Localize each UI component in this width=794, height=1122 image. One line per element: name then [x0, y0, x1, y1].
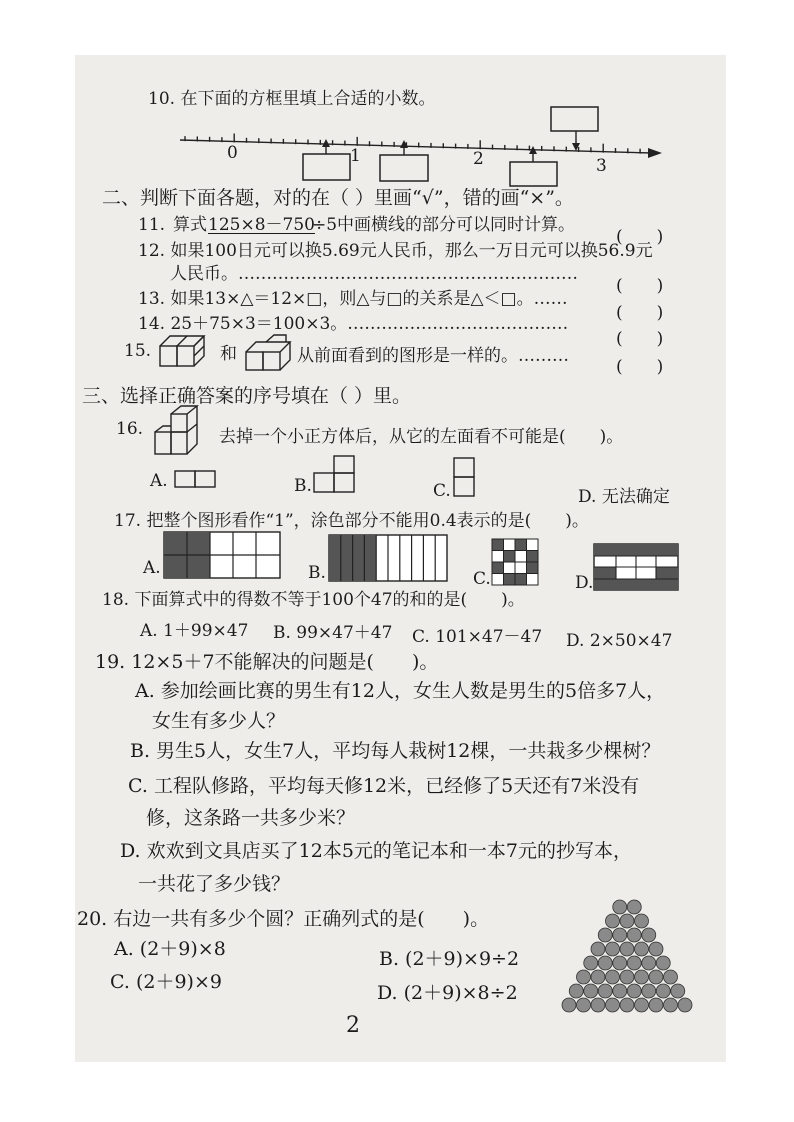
q19-option-b[interactable]: B. 男生5人，女生7人，平均每人栽树12棵，一共栽多少棵树？	[130, 740, 661, 762]
q18-option-c[interactable]: C. 101×47－47	[412, 627, 543, 647]
number-line	[0, 0, 794, 200]
q13-text: 13. 如果13×△＝12×□，则△与□的关系是△＜□。……	[138, 289, 568, 309]
q19-option-a-line1[interactable]: A. 参加绘画比赛的男生有12人，女生人数是男生的5倍多7人，	[135, 680, 666, 702]
q16-text: 去掉一个小正方体后，从它的左面看不可能是( )。	[219, 427, 624, 447]
q16-option-d[interactable]: D. 无法确定	[578, 487, 670, 507]
q17-option-a-label[interactable]: A.	[143, 558, 161, 578]
q20-text: 20. 右边一共有多少个圆？正确列式的是( )。	[77, 908, 490, 930]
q20-option-c[interactable]: C. (2＋9)×9	[110, 971, 222, 993]
answer-box-2	[303, 154, 350, 180]
q19-option-d-line2: 一共花了多少钱？	[138, 873, 291, 895]
q19-option-d-line1[interactable]: D. 欢欢到文具店买了12本5元的笔记本和一本7元的抄写本，	[120, 840, 632, 862]
q15-and: 和	[220, 344, 237, 364]
q15-num: 15.	[124, 341, 152, 361]
q15-cube-figure-1	[158, 332, 214, 370]
q18-option-a[interactable]: A. 1＋99×47	[140, 621, 249, 641]
q12-answer-paren[interactable]: ( )	[616, 276, 664, 296]
q17-option-c-label[interactable]: C.	[473, 569, 491, 589]
q14-text: 14. 25＋75×3＝100×3。…………………………………	[138, 314, 569, 334]
q17-option-d-figure	[593, 543, 679, 591]
q11-answer-paren[interactable]: ( )	[616, 227, 664, 247]
q18-option-d[interactable]: D. 2×50×47	[566, 631, 673, 651]
q20-option-a[interactable]: A. (2＋9)×8	[114, 938, 226, 960]
answer-box-4	[510, 162, 557, 186]
q20-option-b[interactable]: B. (2＋9)×9÷2	[379, 948, 520, 970]
q18-text: 18. 下面算式中的得数不等于100个47的和的是( )。	[102, 590, 525, 610]
page-number: 2	[346, 1013, 360, 1038]
q16-option-c-label[interactable]: C.	[433, 481, 451, 501]
q11-underlined: 125×8－750	[208, 215, 315, 235]
q19-option-c-line2: 修，这条路一共多少米？	[146, 807, 356, 829]
answer-box-3	[380, 155, 428, 181]
q16-option-a-figure	[174, 469, 218, 489]
q16-option-b-label[interactable]: B.	[294, 476, 312, 496]
q19-option-a-line2: 女生有多少人？	[152, 710, 286, 732]
q20-option-d[interactable]: D. (2＋9)×8÷2	[377, 982, 518, 1004]
q19-option-c-line1[interactable]: C. 工程队修路，平均每天修12米，已经修了5天还有7米没有	[128, 775, 640, 797]
q17-option-a-figure	[163, 531, 281, 579]
q16-option-c-figure	[453, 457, 477, 499]
q14-answer-paren[interactable]: ( )	[616, 329, 664, 349]
q17-text: 17. 把整个图形看作“1”，涂色部分不能用0.4表示的是( )。	[114, 511, 589, 531]
q11-pre: 算式	[173, 215, 207, 235]
q16-option-a-label[interactable]: A.	[150, 471, 168, 491]
q16-cube-stack-figure	[153, 404, 209, 460]
q15-rest: 从前面看到的图形是一样的。………	[297, 346, 569, 366]
q11-post: ÷5中画横线的部分可以同时计算。	[312, 215, 576, 235]
q17-option-b-label[interactable]: B.	[308, 563, 326, 583]
q13-answer-paren[interactable]: ( )	[616, 303, 664, 323]
q15-answer-paren[interactable]: ( )	[616, 357, 664, 377]
q11-num: 11.	[138, 215, 166, 235]
q18-option-b[interactable]: B. 99×47＋47	[273, 623, 393, 643]
tick-label-1: 1	[350, 146, 361, 166]
tick-label-0: 0	[227, 143, 238, 163]
q10-text: 10. 在下面的方框里填上合适的小数。	[148, 89, 436, 109]
q16-num: 16.	[116, 419, 144, 439]
circle-triangle-figure	[560, 898, 694, 1016]
tick-label-2: 2	[473, 149, 484, 169]
tick-label-3: 3	[596, 156, 607, 176]
q16-option-b-figure	[313, 455, 357, 495]
q12-line1: 12. 如果100日元可以换5.69元人民币，那么一万日元可以换56.9元	[138, 241, 653, 261]
answer-box-1	[551, 107, 598, 131]
section2-heading: 二、判断下面各题，对的在（ ）里画“√”，错的画“×”。	[102, 187, 574, 209]
q15-cube-figure-2	[244, 334, 294, 374]
q19-text: 19. 12×5＋7不能解决的问题是( )。	[95, 651, 439, 673]
section3-heading: 三、选择正确答案的序号填在（ ）里。	[82, 385, 412, 407]
q17-option-b-figure	[328, 534, 448, 582]
q17-option-c-figure	[491, 538, 539, 586]
q12-line2: 人民币。……………………………………………………	[170, 264, 578, 284]
q17-option-d-label[interactable]: D.	[575, 573, 594, 593]
